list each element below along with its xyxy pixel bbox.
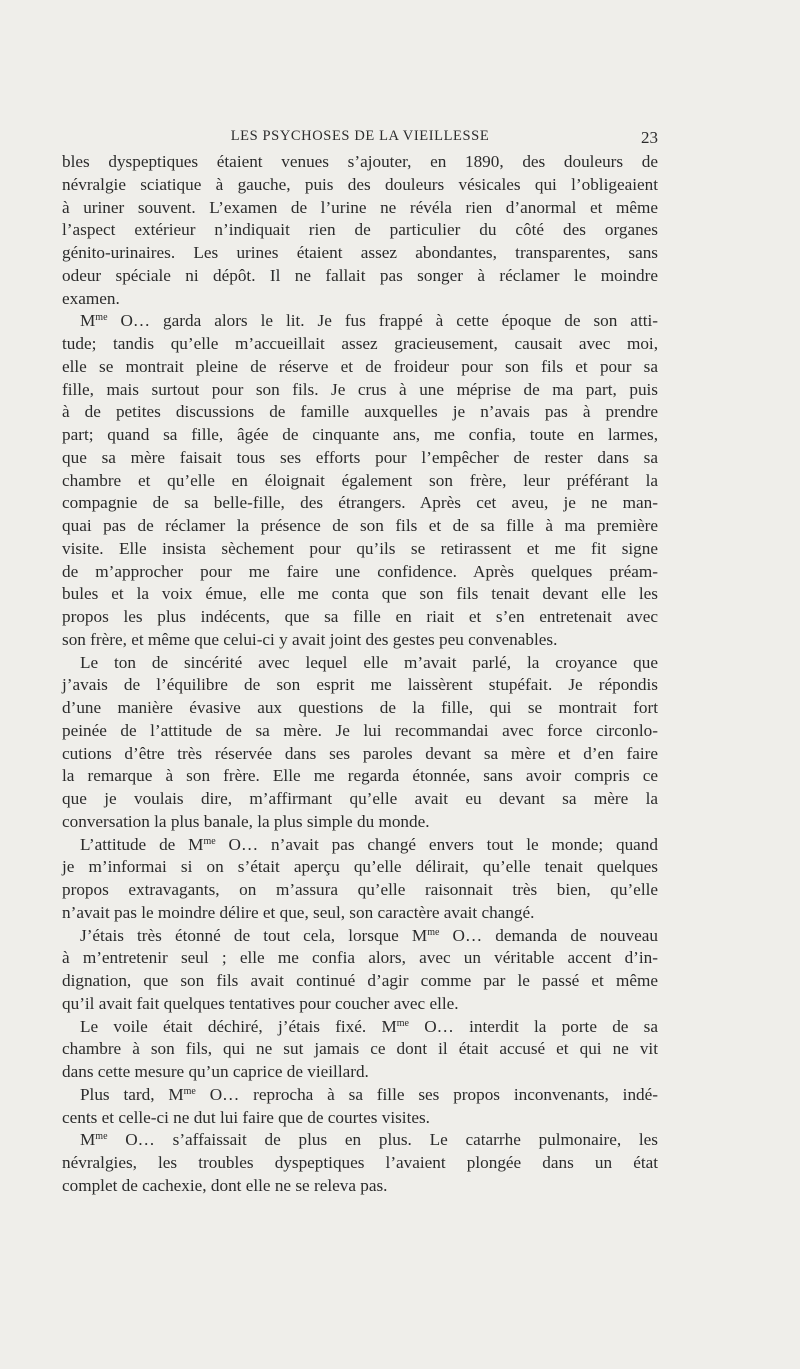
text-line	[62, 151, 658, 174]
text-line-content: j’avais de l’équilibre de son esprit me laissèrent stupéfait. Je répondis	[62, 675, 658, 695]
text-line-content: qu’il avait fait quelques tentatives pour coucher avec elle.	[62, 993, 459, 1013]
text-line	[62, 743, 658, 766]
text-line	[62, 1038, 658, 1061]
text-line	[62, 720, 658, 743]
text-line-content: complet de cachexie, dont elle ne se releva pas.	[62, 1175, 388, 1195]
text-line-prefix: Plus tard, M	[80, 1084, 184, 1104]
text-line-content: O… garda alors le lit. Je fus frappé à cette époque de son atti-	[107, 311, 658, 331]
text-line	[62, 606, 658, 629]
text-line	[62, 879, 658, 902]
text-line-content: O… s’affaissait de plus en plus. Le catarrhe pulmonaire, les	[107, 1130, 658, 1150]
text-line-content: à m’entretenir seul ; elle me confia alors, avec un véritable accent d’in-	[62, 948, 658, 968]
text-line-content: peinée de l’attitude de sa mère. Je lui recommandai avec force circonlo-	[62, 720, 658, 740]
text-line-content: dignation, que son fils avait continué d’agir comme par le passé et même	[62, 971, 658, 990]
text-line-content: à uriner souvent. L’examen de l’urine ne révéla rien d’anormal et même	[62, 197, 658, 217]
text-line-content: bules et la voix émue, elle me conta que son fils tenait devant elle les	[62, 584, 658, 604]
text-line-prefix: Le voile était déchiré, j’étais fixé. M	[80, 1016, 397, 1036]
text-line-content: la remarque à son frère. Elle me regarda étonnée, sans avoir compris ce	[62, 766, 658, 786]
title-abbreviation-superscript: me	[183, 1085, 196, 1097]
text-line-content: compagnie de sa belle-fille, des étrangers. Après cet aveu, je ne man-	[62, 493, 658, 513]
running-header	[62, 128, 658, 145]
text-line-content: névralgie sciatique à gauche, puis des douleurs vésicales qui l’obligeaient	[62, 174, 658, 194]
text-line-content: dans cette mesure qu’un caprice de vieillard.	[62, 1062, 369, 1081]
text-line-content: O… demanda de nouveau	[439, 925, 658, 945]
text-line-content: je m’informai si on s’était aperçu qu’elle délirait, qu’elle tenait quelques	[62, 857, 658, 877]
text-line-prefix: J’étais très étonné de tout cela, lorsque M	[80, 925, 428, 945]
text-line	[62, 1016, 658, 1039]
text-line	[62, 470, 658, 493]
text-line-content: d’une manière évasive aux questions de la fille, qui se montrait fort	[62, 698, 658, 717]
text-line-content: son frère, et même que celui-ci y avait joint des gestes peu convenables.	[62, 629, 558, 649]
text-line	[62, 788, 658, 811]
text-line	[62, 333, 658, 356]
text-line	[62, 242, 658, 265]
body-text	[62, 151, 658, 1198]
text-line	[62, 674, 658, 697]
text-line-content: fille, mais surtout pour son fils. Je crus à une méprise de ma part, puis	[62, 379, 658, 399]
text-line	[62, 765, 658, 788]
text-line	[62, 993, 658, 1016]
text-line-content: quai pas de réclamer la présence de son fils et de sa fille à ma première	[62, 516, 658, 535]
text-line	[62, 174, 658, 197]
text-line-content: examen.	[62, 288, 120, 308]
text-line	[62, 834, 658, 857]
text-line	[62, 447, 658, 470]
text-line-content: O… n’avait pas changé envers tout le monde; quand	[215, 834, 658, 854]
text-line	[62, 925, 658, 948]
text-line-content: elle se montrait pleine de réserve et de froideur pour son fils et pour sa	[62, 356, 658, 376]
title-abbreviation-superscript: me	[396, 1017, 409, 1029]
text-line	[62, 902, 658, 925]
text-line-content: O… interdit la porte de sa	[408, 1016, 658, 1036]
text-line	[62, 1152, 658, 1175]
text-line-content: propos les plus indécents, que sa fille en riait et s’en entretenait avec	[62, 607, 658, 626]
text-line	[62, 583, 658, 606]
title-abbreviation-superscript: me	[427, 926, 440, 938]
running-title: LES PSYCHOSES DE LA VIEILLESSE	[230, 128, 490, 144]
text-line-content: à de petites discussions de famille auxquelles je n’avais pas à prendre	[62, 402, 658, 422]
text-line-content: part; quand sa fille, âgée de cinquante ans, me confia, toute en larmes,	[62, 425, 658, 444]
text-line	[62, 538, 658, 561]
text-line	[62, 401, 658, 424]
text-line	[62, 219, 658, 242]
text-line-content: bles dyspeptiques étaient venues s’ajouter, en 1890, des douleurs de	[62, 152, 658, 171]
text-line-prefix: M	[80, 1130, 96, 1150]
text-line-content: l’aspect extérieur n’indiquait rien de particulier du côté des organes	[62, 220, 658, 240]
text-line-content: Le ton de sincérité avec lequel elle m’avait parlé, la croyance que	[80, 652, 658, 672]
text-line	[62, 629, 658, 652]
title-abbreviation-superscript: me	[203, 835, 216, 847]
text-line-content: que je voulais dire, m’affirmant qu’elle avait eu devant sa mère la	[62, 789, 658, 808]
text-line	[62, 561, 658, 584]
text-line-content: visite. Elle insista sèchement pour qu’ils se retirassent et me fit signe	[62, 538, 658, 558]
text-line-content: chambre et qu’elle en éloignait également son frère, leur préférant la	[62, 470, 658, 490]
text-line	[62, 288, 658, 311]
text-line-prefix: L’attitude de M	[80, 834, 204, 854]
text-line	[62, 811, 658, 834]
page-number: 23	[641, 128, 658, 147]
text-line-content: cutions d’être très réservée dans ses paroles devant sa mère et d’en faire	[62, 743, 658, 763]
text-line-content: O… reprocha à sa fille ses propos inconvenants, indé-	[195, 1084, 658, 1104]
text-line	[62, 310, 658, 333]
text-line	[62, 856, 658, 879]
text-line	[62, 424, 658, 447]
text-line-content: névralgies, les troubles dyspeptiques l’avaient plongée dans un état	[62, 1153, 658, 1172]
text-line	[62, 379, 658, 402]
text-line	[62, 197, 658, 220]
text-line-content: tude; tandis qu’elle m’accueillait assez gracieusement, causait avec moi,	[62, 334, 658, 353]
title-abbreviation-superscript: me	[95, 1131, 108, 1143]
text-line	[62, 1175, 658, 1198]
text-line-prefix: M	[80, 311, 96, 331]
text-line-content: de m’approcher pour me faire une confidence. Après quelques préam-	[62, 561, 658, 581]
text-line-content: n’avait pas le moindre délire et que, seul, son caractère avait changé.	[62, 902, 535, 922]
text-line-content: conversation la plus banale, la plus simple du monde.	[62, 811, 430, 831]
text-line-content: que sa mère faisait tous ses efforts pour l’empêcher de rester dans sa	[62, 447, 658, 467]
title-abbreviation-superscript: me	[95, 312, 108, 324]
text-line-content: chambre à son fils, qui ne sut jamais ce dont il était accusé et qui ne vit	[62, 1039, 658, 1059]
text-line	[62, 356, 658, 379]
text-line-content: cents et celle-ci ne dut lui faire que de courtes visites.	[62, 1107, 430, 1127]
text-line-content: génito-urinaires. Les urines étaient assez abondantes, transparentes, sans	[62, 243, 658, 262]
text-line	[62, 1107, 658, 1130]
text-line	[62, 1129, 658, 1152]
text-line	[62, 970, 658, 993]
text-line	[62, 492, 658, 515]
text-line	[62, 265, 658, 288]
text-line-content: propos extravagants, on m’assura qu’elle raisonnait très bien, qu’elle	[62, 880, 658, 899]
text-line-content: odeur spéciale ni dépôt. Il ne fallait pas songer à réclamer le moindre	[62, 265, 658, 285]
text-line	[62, 947, 658, 970]
text-line	[62, 1061, 658, 1084]
text-line	[62, 1084, 658, 1107]
text-line	[62, 652, 658, 675]
text-line	[62, 515, 658, 538]
text-line	[62, 697, 658, 720]
